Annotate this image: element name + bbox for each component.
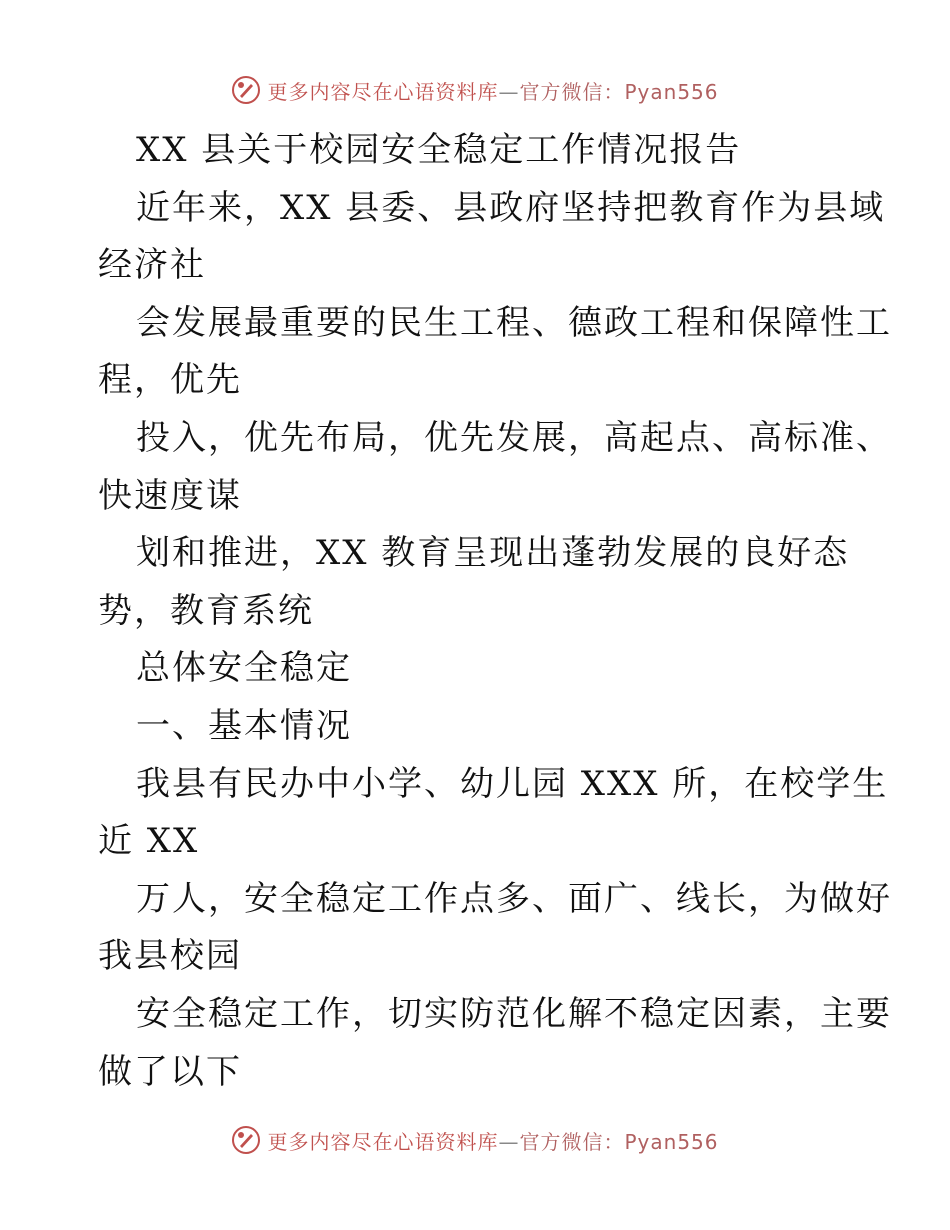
text-line: 会发展最重要的民生工程、德政工程和保障性工 bbox=[136, 302, 892, 343]
text-line: 快速度谋 bbox=[98, 475, 242, 516]
text-line: XX 县关于校园安全稳定工作情况报告 bbox=[136, 130, 742, 170]
text-line: 划和推进，XX 教育呈现出蓬勃发展的良好态 bbox=[136, 533, 850, 574]
footer-banner bbox=[0, 1120, 950, 1160]
pen-logo-icon bbox=[231, 75, 261, 105]
pen-logo-icon bbox=[231, 1125, 261, 1155]
text-line: 万人，安全稳定工作点多、面广、线长，为做好 bbox=[136, 878, 892, 919]
text-line: 近年来，XX 县委、县政府坚持把教育作为县域 bbox=[136, 187, 886, 228]
text-line: 安全稳定工作，切实防范化解不稳定因素，主要 bbox=[136, 993, 892, 1034]
text-line: 经济社 bbox=[98, 245, 206, 286]
header-banner bbox=[0, 70, 950, 110]
text-line: 一、基本情况 bbox=[136, 705, 352, 746]
banner-text: 更多内容尽在心语资料库—官方微信：Pyan556 bbox=[267, 1129, 719, 1154]
banner-text: 更多内容尽在心语资料库—官方微信：Pyan556 bbox=[267, 79, 719, 104]
text-line: 做了以下 bbox=[98, 1051, 242, 1092]
document-body bbox=[98, 122, 892, 1101]
text-line: 势，教育系统 bbox=[98, 590, 314, 631]
text-line: 我县校园 bbox=[98, 936, 242, 977]
text-line: 程，优先 bbox=[98, 360, 242, 401]
text-line: 我县有民办中小学、幼儿园 XXX 所，在校学生 bbox=[136, 763, 889, 804]
text-line: 投入，优先布局，优先发展，高起点、高标准、 bbox=[136, 417, 892, 458]
text-line: 近 XX bbox=[98, 821, 200, 862]
text-line: 总体安全稳定 bbox=[136, 648, 352, 689]
